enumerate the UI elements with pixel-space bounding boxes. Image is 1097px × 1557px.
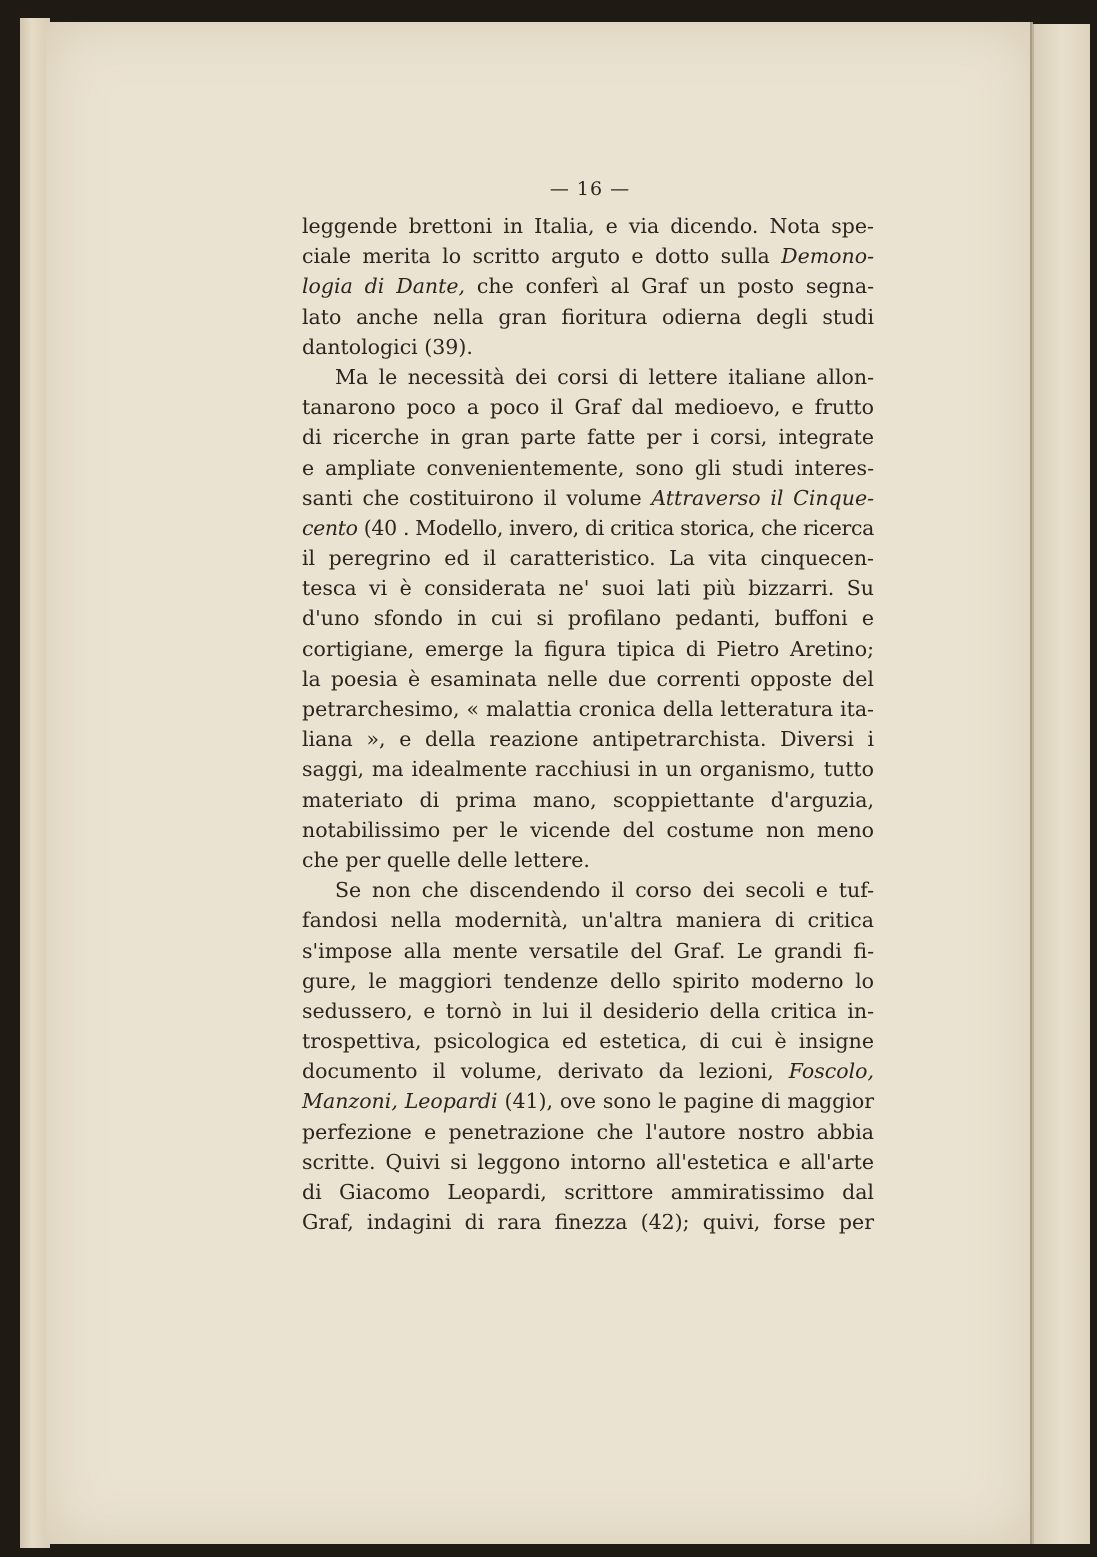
text-line: Graf, indagini di rara finezza (42); quivi, forse per [302,1210,874,1235]
text-line: cortigiane, emerge la figura tipica di Pietro Aretino; [302,636,874,661]
text-line: scritte. Quivi si leggono intorno all'estetica e all'arte [302,1149,874,1174]
text-line: saggi, ma idealmente racchiusi in un organismo, tutto [302,757,874,782]
text-line: leggende brettoni in Italia, e via dicendo. Nota spe- [302,214,874,238]
text-line: documento il volume, derivato da lezioni, Foscolo, [302,1059,874,1084]
text-line: dantologici (39). [302,334,473,359]
text-line: fandosi nella modernità, un'altra maniera di critica [302,908,874,933]
text-line: trospettiva, psicologica ed estetica, di cui è insigne [302,1029,874,1054]
body-text [302,211,874,1237]
text-line: perfezione e penetrazione che l'autore nostro abbia [302,1119,874,1144]
text-line: di ricerche in gran parte fatte per i corsi, integrate [302,425,874,450]
text-line: notabilissimo per le vicende del costume non meno [302,817,874,842]
text-line: Ma le necessità dei corsi di lettere italiane allon- [335,364,874,389]
text-line: sedussero, e tornò in lui il desiderio della critica in- [302,998,874,1023]
text-line: che per quelle delle lettere. [302,847,590,872]
text-line: la poesia è esaminata nelle due correnti opposte del [302,666,874,691]
text-line: d'uno sfondo in cui si profilano pedanti, buffoni e [302,606,874,631]
text-line: materiato di prima mano, scoppiettante d'arguzia, [302,787,874,812]
page-number: — 16 — [549,178,631,200]
text-line: Se non che discendendo il corso dei secoli e tuf- [335,878,874,903]
right-page-edge [1032,24,1090,1544]
text-line: cento (40 . Modello, invero, di critica storica, che ricerca [302,515,874,540]
text-line: tanarono poco a poco il Graf dal medioevo, e frutto [302,395,874,420]
text-line: s'impose alla mente versatile del Graf. Le grandi fi- [302,938,874,963]
text-line: petrarchesimo, « malattia cronica della letteratura ita- [302,697,874,721]
text-line: liana », e della reazione antipetrarchista. Diversi i [302,727,874,752]
text-line: il peregrino ed il caratteristico. La vita cinquecen- [302,546,874,571]
text-line: gure, le maggiori tendenze dello spirito moderno lo [302,968,874,993]
text-line: Manzoni, Leopardi (41), ove sono le pagine di maggior [302,1089,874,1114]
text-line: lato anche nella gran fioritura odierna degli studi [302,304,874,329]
text-line: di Giacomo Leopardi, scrittore ammiratissimo dal [302,1180,874,1204]
text-line: tesca vi è considerata ne' suoi lati più bizzarri. Su [302,576,874,601]
text-line: logia di Dante, che conferì al Graf un posto segna- [302,274,875,299]
text-line: e ampliate convenientemente, sono gli studi interes- [302,455,874,480]
text-line: ciale merita lo scritto arguto e dotto sulla Demono- [302,244,874,269]
text-line: santi che costituirono il volume Attraverso il Cinque- [302,485,874,510]
